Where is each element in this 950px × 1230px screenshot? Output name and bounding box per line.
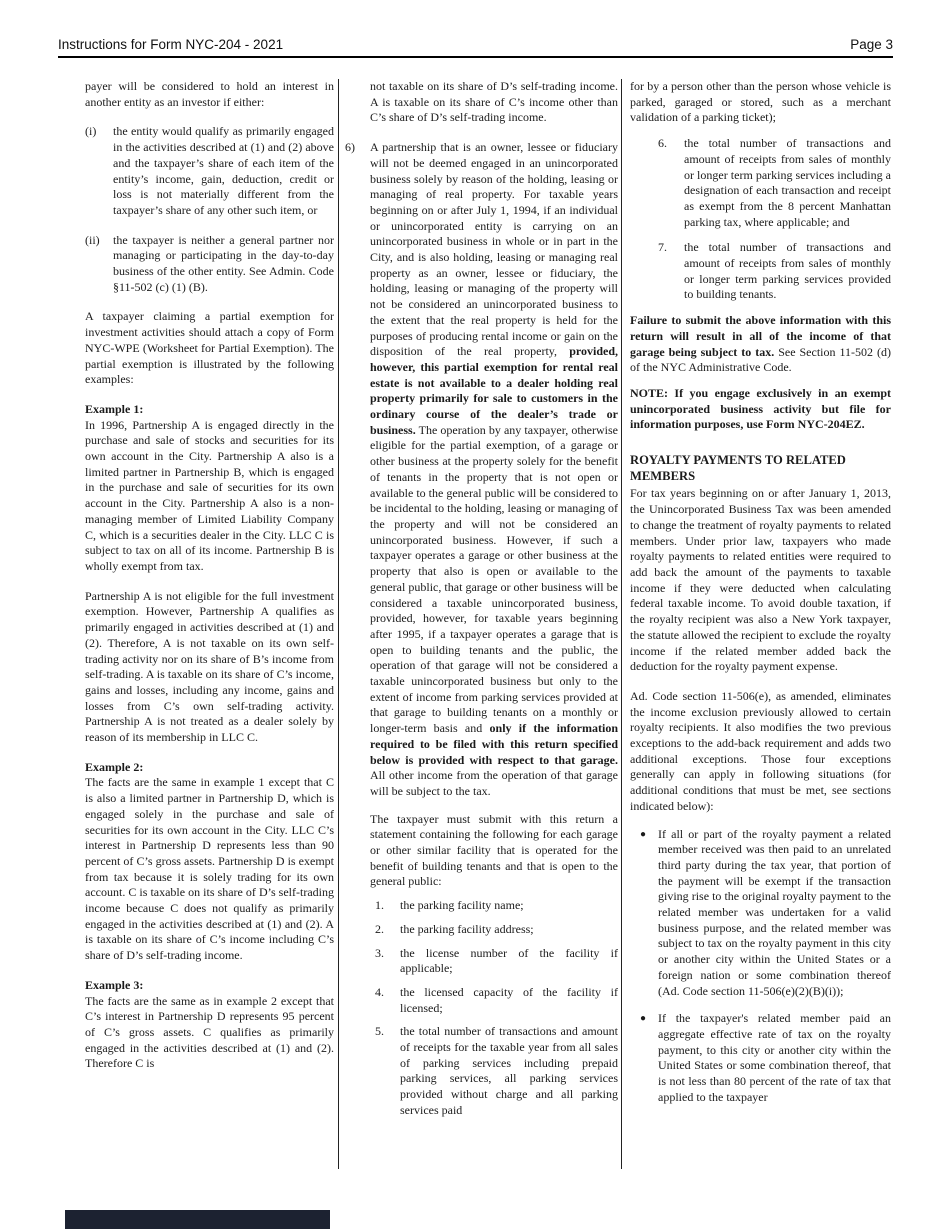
example-3-heading: Example 3: <box>85 977 144 992</box>
paragraph-statement-requirement: The taxpayer must submit with this return a statement containing the following for each garage or other similar facility that is operated for the benefit of building tenants and that is open to the general public: <box>370 811 618 889</box>
bullet-text: If all or part of the royalty payment a related member received was then paid to an unrelated third party during the tax year, that portion of the payment will be exempt if the transaction giving rise to the original royalty payment to the related member was undertaken for a valid business purpose, and the related member was subject to tax on the royalty payment in this city or another city within the United States or a foreign nation or some combination thereof (Ad. Code section 11-506(e)(2)(B)(i)); <box>658 826 891 998</box>
bullet-item-1 <box>640 827 891 1000</box>
list-item-text: the total number of transactions and amount of receipts from sales of monthly or longer term parking services provided to building tenants. <box>684 240 891 302</box>
list-item-text: the parking facility name; <box>400 898 524 913</box>
list-item-text: the taxpayer is neither a general partner nor managing or participating in the day-to-day business of the other entity. See Admin. Code §11-502 (c) (1) (B). <box>113 232 334 294</box>
parking-facility-list <box>375 898 618 1118</box>
page-number: Page 3 <box>850 37 893 52</box>
bullet-icon: ● <box>640 828 647 840</box>
list-item-4 <box>375 985 618 1016</box>
example-1-paragraph-2: Partnership A is not eligible for the full investment exemption. However, Partnership A qualifies as primarily engaged in activities described at (1) and (2). Therefore, A is not taxable on its own self-trading activity nor on its share of B’s income from self-trading. A is taxable on its share of C’s income, gains and losses, including any income, gains and losses from C’s own self-trading activity. Partnership A is not treated as a dealer solely by reason of its membership in LLC C. <box>85 588 334 745</box>
list-number: 7. <box>658 240 667 255</box>
example-2-heading: Example 2: <box>85 759 144 774</box>
list-item-text: the entity would qualify as primarily engaged in the activities described at (1) and (2) above and the taxpayer’s share of each item of the entity’s income, gain, deduction, credit or loss is not materially different from the taxpayer’s share of any other such item, or <box>113 124 334 217</box>
list-item-text: the license number of the facility if applicable; <box>400 945 618 976</box>
column-3 <box>630 79 891 1174</box>
paragraph-partial-exemption: A taxpayer claiming a partial exemption for investment activities should attach a copy of Form NYC-WPE (Worksheet for Partial Exemption). The partial exemption is illustrated by the following examples: <box>85 309 334 387</box>
header-rule <box>58 56 893 58</box>
example-1-heading: Example 1: <box>85 401 144 416</box>
royalty-section-heading: ROYALTY PAYMENTS TO RELATED MEMBERS <box>630 453 846 483</box>
list-item-ii <box>85 233 334 296</box>
list-label: 6) <box>345 140 355 155</box>
list-item-3 <box>375 946 618 977</box>
column-divider-1 <box>338 79 339 1169</box>
failure-warning-paragraph: Failure to submit the above information with this return will result in all of the income of that garage being subject to tax. See Section 11-502 (d) of the NYC Administrative Code. <box>630 313 891 375</box>
document-title: Instructions for Form NYC-204 - 2021 <box>58 37 284 52</box>
bullet-text: If the taxpayer's related member paid an aggregate effective rate of tax on the royalty payment, to this city or another city within the United States or some combination thereof, that is not less than 80 percent of the rate of tax that applied to the taxpayer <box>658 1011 891 1104</box>
royalty-paragraph-2: Ad. Code section 11-506(e), as amended, eliminates the income exclusion previously allowed to certain royalty recipients. It also modifies the two previous exceptions to the add-back requirement and adds two additional exceptions. Those four exceptions generally can apply in following situations (for additional conditions that must be met, see sections indicated below): <box>630 688 891 813</box>
note-paragraph: NOTE: If you engage exclusively in an exempt unincorporated business activity but file for information purposes, use Form NYC-204EZ. <box>630 385 891 432</box>
list-item-text: the total number of transactions and amount of receipts from sales of monthly or longer term parking services including a designation of each transaction and receipt as exempt from the 8 percent Manhattan parking tax, where applicable; and <box>684 136 891 229</box>
list-number: 6. <box>658 136 667 151</box>
column-divider-2 <box>621 79 622 1169</box>
list-number: 5. <box>375 1024 384 1039</box>
royalty-paragraph-1: For tax years beginning on or after January 1, 2013, the Unincorporated Business Tax was been amended to change the treatment of royalty payments to related members. Under prior law, taxpayers who made royalty payments to related entities were required to add back the amount of the payments to taxable income if they were deducted when calculating federal taxable income. To avoid double taxation, if the royalty recipient was also a New York taxpayer, the statute allowed the recipient to exclude the royalty income if the related member added back the deduction for the royalty payment expense. <box>630 486 891 674</box>
column-2 <box>345 79 618 1174</box>
list-item-text: the parking facility address; <box>400 921 534 936</box>
column-1 <box>85 79 334 1174</box>
example-2-paragraph: The facts are the same in example 1 except that C is also a limited partner in Partnership D, which is engaged solely in the purchase and sale of securities for its own account in the City. LLC C’s interest in Partnership D represents less than 90 percent of C’s gross assets. Partnership D is exempt from tax because it is solely trading for its own account. C is taxable on its share of D’s self-trading income because C does not qualify as primarily engaged in the activities described at (1) and (2). A is taxable on its share of C’s income including C’s share of D’s self-trading income. <box>85 775 334 963</box>
list-number: 4. <box>375 984 384 999</box>
list-item-6 <box>658 136 891 230</box>
list-item-1 <box>375 898 618 914</box>
list-item-5 <box>375 1024 618 1118</box>
list-number: 2. <box>375 921 384 936</box>
list-number: 3. <box>375 945 384 960</box>
list-item-text: the licensed capacity of the facility if licensed; <box>400 984 618 1015</box>
example-3-paragraph: The facts are the same as in example 2 except that C’s interest in Partnership D represents 95 percent of C’s gross assets. C qualifies as primarily engaged in the activities described at (1) and (2). Therefore C is <box>85 993 334 1071</box>
list-item-text: the total number of transactions and amount of receipts for the taxable year from all sales of parking services including prepaid parking services, all parking services provided without charge and all parking services paid <box>400 1024 618 1117</box>
paragraph-investor-intro: payer will be considered to hold an interest in another entity as an investor if either: <box>85 79 334 109</box>
list-item-6 <box>345 140 618 800</box>
list-label: (i) <box>85 124 97 139</box>
list-item-text: A partnership that is an owner, lessee or fiduciary will not be deemed engaged in an unincorporated business solely by reason of the holding, leasing or managing of real property. For taxable years beginning on or after July 1, 1994, if an individual or unincorporated entity is carrying on an unincorporated business in whole or in part in the City, and is also holding, leasing or managing real property as an owner, lessee or fiduciary, the holding, leasing or managing of the property will not be considered an unincorporated business to the extent that the real property is held for the purposes of producing rental income or gain on the disposition of the real property, provided, however, this partial exemption for rental real estate is not available to a dealer holding real property primarily for sale to customers in the ordinary course of the dealer’s trade or business. The operation by any taxpayer, otherwise eligible for the partial exemption, of a garage or other business at the property solely for the benefit of tenants in the property that is not open or available to the general public will be considered to be incidental to the holding, leasing or managing of the property and will not be considered an unincorporated business. However, if such a taxpayer operates a garage or other business at the property that also is open or available to the general public, that garage or other business will be considered a taxable unincorporated business, provided, however, for taxable years beginning after 1995, if a taxpayer operates a garage that is open to building tenants and the public, the operation of that garage will not be considered a taxable unincorporated business but only to the extent of income from parking services provided at that garage to building tenants on a monthly or longer-term basis and only if the information required to be filed with this return specified below is provided with respect to that garage. All other income from the operation of that garage will be subject to the tax. <box>370 140 618 798</box>
list-label: (ii) <box>85 232 100 247</box>
list-item-2 <box>375 922 618 938</box>
bullet-item-2 <box>640 1011 891 1105</box>
scan-artifact-bar <box>65 1210 330 1229</box>
example-1-paragraph-1: In 1996, Partnership A is engaged directly in the purchase and sale of stocks and securities for its own account in the City. Partnership A also is a limited partner in Partnership B, which is engaged in the purchase and sale of securities for its own account in the City. Partnership A also is a non-managing member of Limited Liability Company C, which is a securities dealer in the City. LLC C is subject to tax on all of its income. Partnership B is wholly exempt from tax. <box>85 417 334 573</box>
list-item-i <box>85 124 334 218</box>
list-item-5-continuation: for by a person other than the person whose vehicle is parked, garaged or stored, such as a merchant validation of a parking ticket); <box>630 79 891 125</box>
list-number: 1. <box>375 898 384 913</box>
list-item-7 <box>658 240 891 303</box>
bullet-icon: ● <box>640 1013 647 1025</box>
paragraph-continuation: not taxable on its share of D’s self-trading income. A is taxable on its share of C’s income other than C’s share of D’s self-trading income. <box>370 79 618 125</box>
